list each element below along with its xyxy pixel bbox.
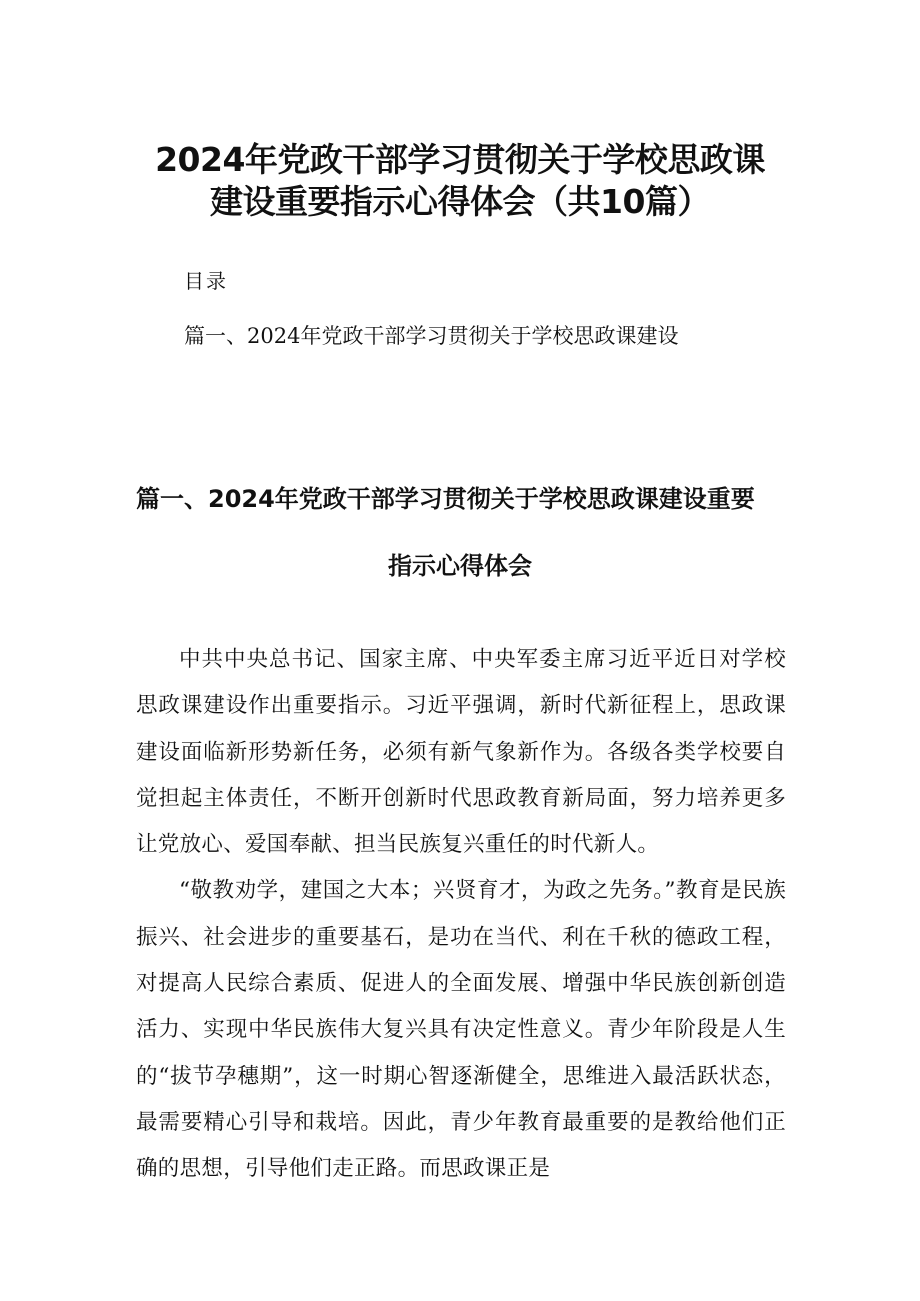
toc-heading: 目录	[184, 269, 228, 293]
body-paragraph-2: “敬教劝学，建国之大本；兴贤育才，为政之先务。”教育是民族振兴、社会进步的重要基石，是功在当代、利在千秋的德政工程，对提高人民综合素质、促进人的全面发展、增强中华民族创新创造活力、实现中华民族伟大复兴具有决定性意义。青少年阶段是人生的“拔节孕穗期”，这一时期心智逐渐健全，思维进入最活跃状态，最需要精心引导和栽培。因此，青少年教育最重要的是教给他们正确的思想，引导他们走正路。而思政课正是	[136, 878, 786, 1182]
section-title-line-2: 指示心得体会	[388, 552, 532, 580]
section-title-line-1: 篇一、2024年党政干部学习贯彻关于学校思政课建设重要	[136, 485, 755, 513]
section-body	[136, 637, 786, 1193]
toc-item-1[interactable]: 篇一、2024年党政干部学习贯彻关于学校思政课建设	[184, 324, 679, 348]
body-paragraph-1: 中共中央总书记、国家主席、中央军委主席习近平近日对学校思政课建设作出重要指示。习近平强调，新时代新征程上，思政课建设面临新形势新任务，必须有新气象新作为。各级各类学校要自觉担起主体责任，不断开创新时代思政教育新局面，努力培养更多让党放心、爱国奉献、担当民族复兴重任的时代新人。	[136, 647, 786, 858]
document-title-line-2: 建设重要指示心得体会（共10篇）	[210, 182, 710, 221]
document-title-line-1: 2024年党政干部学习贯彻关于学校思政课	[155, 140, 765, 179]
